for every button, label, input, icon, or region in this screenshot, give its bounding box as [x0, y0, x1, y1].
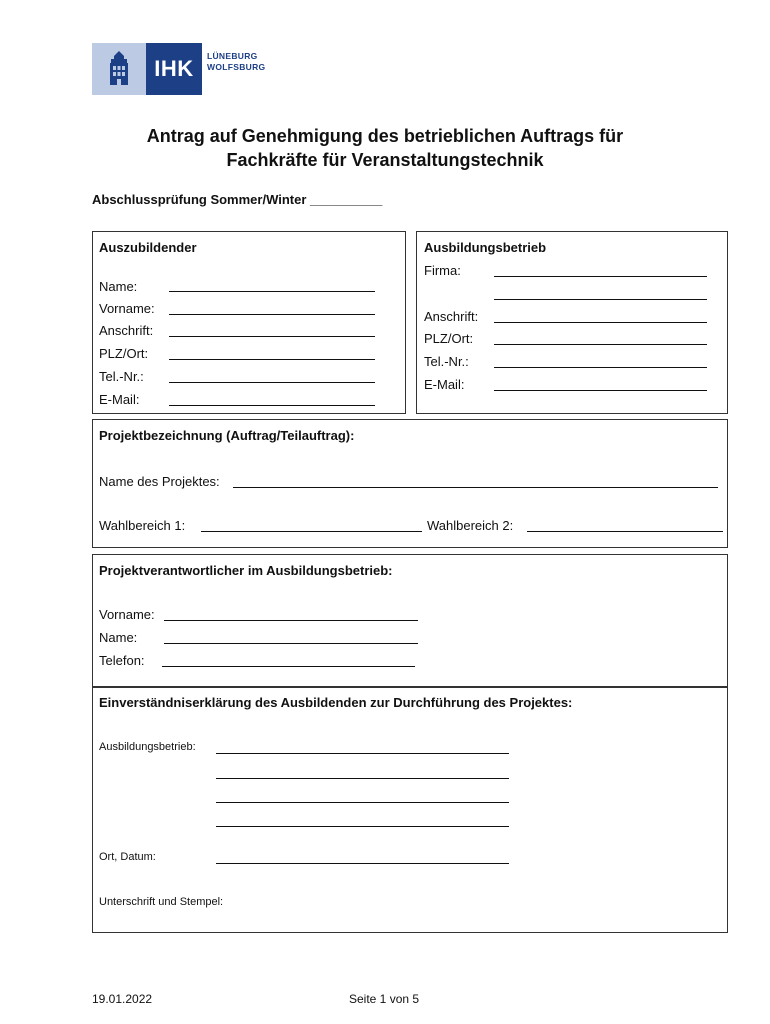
- consent-ort-datum-label: Ort, Datum:: [99, 851, 156, 863]
- responsible-vorname-field[interactable]: [164, 620, 418, 621]
- company-email-label: E-Mail:: [424, 377, 465, 392]
- company-email-field[interactable]: [494, 390, 707, 391]
- company-firma-field-2[interactable]: [494, 299, 707, 300]
- company-tel-label: Tel.-Nr.:: [424, 354, 469, 369]
- trainee-anschrift-label: Anschrift:: [99, 323, 154, 338]
- project-name-label: Name des Projektes:: [99, 474, 220, 489]
- trainee-heading: Auszubildender: [99, 240, 197, 255]
- company-plz-field[interactable]: [494, 344, 707, 345]
- trainee-tel-label: Tel.-Nr.:: [99, 369, 144, 384]
- trainee-email-label: E-Mail:: [99, 392, 140, 407]
- document-title-line1: Antrag auf Genehmigung des betrieblichen Auftrags für: [146, 126, 624, 146]
- responsible-heading: Projektverantwortlicher im Ausbildungsbetrieb:: [99, 563, 393, 578]
- company-anschrift-label: Anschrift:: [424, 309, 479, 324]
- trainee-name-label: Name:: [99, 279, 138, 294]
- trainee-vorname-field[interactable]: [169, 314, 375, 315]
- company-firma-label: Firma:: [424, 263, 461, 278]
- company-tel-field[interactable]: [494, 367, 707, 368]
- consent-betrieb-field-4[interactable]: [216, 826, 509, 827]
- consent-betrieb-field-1[interactable]: [216, 753, 509, 754]
- wahlbereich-2-label: Wahlbereich 2:: [427, 518, 514, 533]
- trainee-plz-label: PLZ/Ort:: [99, 346, 149, 361]
- logo-city-1: LÜNEBURG: [207, 51, 258, 61]
- company-plz-label: PLZ/Ort:: [424, 331, 474, 346]
- consent-betrieb-label: Ausbildungsbetrieb:: [99, 741, 196, 753]
- trainee-email-field[interactable]: [169, 405, 375, 406]
- consent-signature-label: Unterschrift und Stempel:: [99, 896, 224, 908]
- project-name-field[interactable]: [233, 487, 718, 488]
- company-firma-field[interactable]: [494, 276, 707, 277]
- logo-city-2: WOLFSBURG: [207, 62, 266, 72]
- company-anschrift-field[interactable]: [494, 322, 707, 323]
- consent-betrieb-field-3[interactable]: [216, 802, 509, 803]
- document-title-line2: Fachkräfte für Veranstaltungstechnik: [226, 150, 544, 170]
- logo-abbr: IHK: [146, 43, 202, 95]
- wahlbereich-1-field[interactable]: [201, 531, 422, 532]
- responsible-name-label: Name:: [99, 630, 138, 645]
- responsible-vorname-label: Vorname:: [99, 607, 155, 622]
- consent-betrieb-field-2[interactable]: [216, 778, 509, 779]
- footer-page-number: Seite 1 von 5: [349, 992, 420, 1006]
- wahlbereich-1-label: Wahlbereich 1:: [99, 518, 186, 533]
- footer-date: 19.01.2022: [92, 992, 153, 1006]
- wahlbereich-2-field[interactable]: [527, 531, 723, 532]
- building-icon: [92, 43, 146, 95]
- responsible-name-field[interactable]: [164, 643, 418, 644]
- responsible-telefon-field[interactable]: [162, 666, 415, 667]
- trainee-anschrift-field[interactable]: [169, 336, 375, 337]
- consent-ort-datum-field[interactable]: [216, 863, 509, 864]
- exam-line: Abschlussprüfung Sommer/Winter __________: [92, 192, 383, 207]
- company-heading: Ausbildungsbetrieb: [424, 240, 547, 255]
- responsible-telefon-label: Telefon:: [99, 653, 145, 668]
- trainee-name-field[interactable]: [169, 291, 375, 292]
- trainee-vorname-label: Vorname:: [99, 301, 155, 316]
- consent-heading: Einverständniserklärung des Ausbildenden zur Durchführung des Projektes:: [99, 695, 573, 710]
- project-heading: Projektbezeichnung (Auftrag/Teilauftrag):: [99, 428, 355, 443]
- trainee-plz-field[interactable]: [169, 359, 375, 360]
- trainee-tel-field[interactable]: [169, 382, 375, 383]
